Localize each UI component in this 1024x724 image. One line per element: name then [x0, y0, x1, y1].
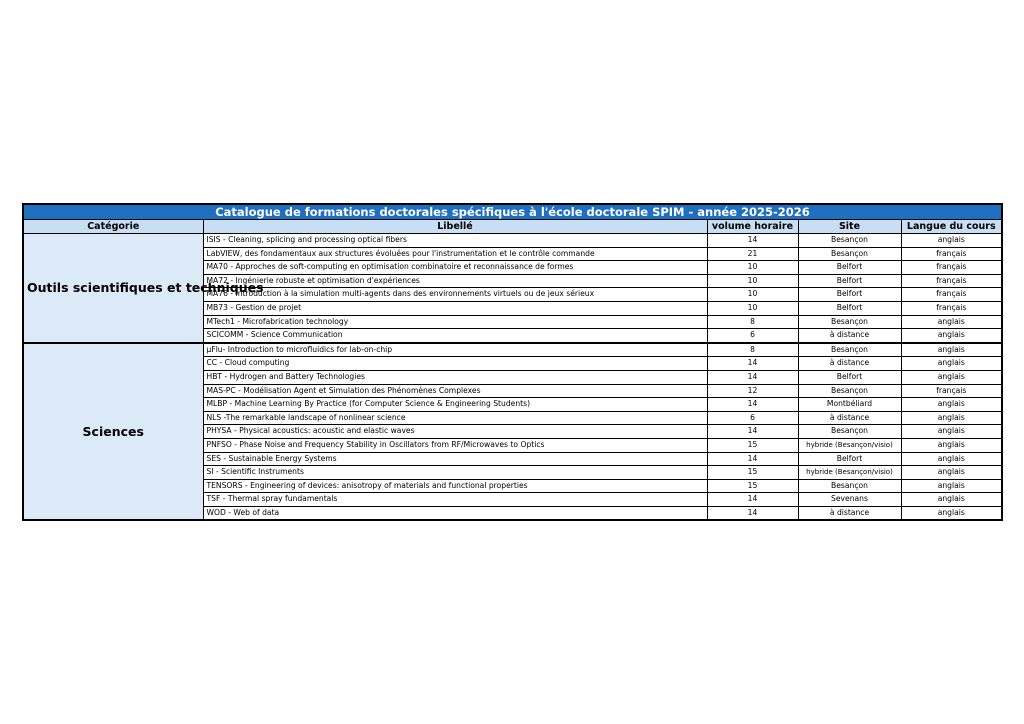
header-site: Site	[798, 220, 901, 234]
language-cell: français	[901, 261, 1002, 275]
language-cell: anglais	[901, 343, 1002, 357]
language-cell: anglais	[901, 411, 1002, 425]
volume-cell: 14	[707, 234, 798, 248]
language-cell: anglais	[901, 370, 1002, 384]
volume-cell: 10	[707, 301, 798, 315]
volume-cell: 21	[707, 247, 798, 261]
site-cell: hybride (Besançon/visio)	[798, 466, 901, 480]
table-body	[23, 234, 1002, 521]
site-cell: à distance	[798, 329, 901, 343]
header-row	[23, 220, 1002, 234]
language-cell: anglais	[901, 357, 1002, 371]
course-label-cell: MTech1 - Microfabrication technology	[203, 315, 707, 329]
language-cell: anglais	[901, 425, 1002, 439]
category-cell: Sciences	[23, 343, 203, 521]
header-volume: volume horaire	[707, 220, 798, 234]
course-label-cell: MLBP - Machine Learning By Practice (for Computer Science & Engineering Students)	[203, 398, 707, 412]
site-cell: à distance	[798, 411, 901, 425]
site-cell: Besançon	[798, 384, 901, 398]
volume-cell: 10	[707, 288, 798, 302]
site-cell: Besançon	[798, 343, 901, 357]
site-cell: Besançon	[798, 315, 901, 329]
volume-cell: 14	[707, 506, 798, 520]
site-cell: à distance	[798, 506, 901, 520]
course-label-cell: MB73 - Gestion de projet	[203, 301, 707, 315]
volume-cell: 15	[707, 479, 798, 493]
volume-cell: 12	[707, 384, 798, 398]
site-cell: Belfort	[798, 370, 901, 384]
site-cell: Belfort	[798, 274, 901, 288]
volume-cell: 14	[707, 398, 798, 412]
course-label-cell: TENSORS - Engineering of devices: anisotropy of materials and functional properties	[203, 479, 707, 493]
site-cell: Besançon	[798, 247, 901, 261]
volume-cell: 15	[707, 438, 798, 452]
language-cell: français	[901, 288, 1002, 302]
language-cell: français	[901, 384, 1002, 398]
course-label-cell: MA76 - Introduction à la simulation multi-agents dans des environnements virtuels ou de jeux sérieux	[203, 288, 707, 302]
volume-cell: 14	[707, 357, 798, 371]
course-label-cell: TSF - Thermal spray fundamentals	[203, 493, 707, 507]
course-label-cell: SI - Scientific Instruments	[203, 466, 707, 480]
catalogue-table	[22, 203, 1003, 521]
site-cell: Belfort	[798, 452, 901, 466]
table-row	[23, 343, 1002, 357]
category-cell: Outils scientifiques et techniques	[23, 234, 203, 343]
course-label-cell: LabVIEW, des fondamentaux aux structures évoluées pour l'instrumentation et le contrôle commande	[203, 247, 707, 261]
language-cell: anglais	[901, 315, 1002, 329]
course-label-cell: HBT - Hydrogen and Battery Technologies	[203, 370, 707, 384]
table-row	[23, 234, 1002, 248]
course-label-cell: WOD - Web of data	[203, 506, 707, 520]
language-cell: français	[901, 274, 1002, 288]
site-cell: Montbéliard	[798, 398, 901, 412]
volume-cell: 14	[707, 370, 798, 384]
course-label-cell: NLS -The remarkable landscape of nonlinear science	[203, 411, 707, 425]
site-cell: Besançon	[798, 479, 901, 493]
language-cell: anglais	[901, 452, 1002, 466]
language-cell: anglais	[901, 329, 1002, 343]
site-cell: Belfort	[798, 301, 901, 315]
header-label: Libellé	[203, 220, 707, 234]
language-cell: anglais	[901, 506, 1002, 520]
course-label-cell: MAS-PC - Modélisation Agent et Simulation des Phénomènes Complexes	[203, 384, 707, 398]
volume-cell: 10	[707, 274, 798, 288]
title-row	[23, 204, 1002, 220]
course-label-cell: MA72 - Ingénierie robuste et optimisation d'expériences	[203, 274, 707, 288]
site-cell: Belfort	[798, 288, 901, 302]
course-label-cell: PHYSA - Physical acoustics: acoustic and elastic waves	[203, 425, 707, 439]
table-title: Catalogue de formations doctorales spécifiques à l'école doctorale SPIM - année 2025-2026	[23, 204, 1002, 220]
catalogue-sheet	[22, 203, 1001, 521]
course-label-cell: ISIS - Cleaning, splicing and processing optical fibers	[203, 234, 707, 248]
volume-cell: 15	[707, 466, 798, 480]
volume-cell: 6	[707, 411, 798, 425]
language-cell: anglais	[901, 466, 1002, 480]
volume-cell: 8	[707, 315, 798, 329]
language-cell: français	[901, 247, 1002, 261]
course-label-cell: SES - Sustainable Energy Systems	[203, 452, 707, 466]
language-cell: anglais	[901, 398, 1002, 412]
header-language: Langue du cours	[901, 220, 1002, 234]
course-label-cell: µFlu- Introduction to microfluidics for lab-on-chip	[203, 343, 707, 357]
language-cell: anglais	[901, 493, 1002, 507]
header-category: Catégorie	[23, 220, 203, 234]
site-cell: hybride (Besançon/visio)	[798, 438, 901, 452]
volume-cell: 14	[707, 425, 798, 439]
site-cell: Sevenans	[798, 493, 901, 507]
language-cell: anglais	[901, 479, 1002, 493]
language-cell: français	[901, 301, 1002, 315]
volume-cell: 10	[707, 261, 798, 275]
site-cell: à distance	[798, 357, 901, 371]
language-cell: anglais	[901, 234, 1002, 248]
volume-cell: 8	[707, 343, 798, 357]
volume-cell: 14	[707, 493, 798, 507]
site-cell: Besançon	[798, 234, 901, 248]
course-label-cell: CC - Cloud computing	[203, 357, 707, 371]
site-cell: Belfort	[798, 261, 901, 275]
course-label-cell: PNFSO - Phase Noise and Frequency Stability in Oscillators from RF/Microwaves to Optics	[203, 438, 707, 452]
course-label-cell: SCICOMM - Science Communication	[203, 329, 707, 343]
volume-cell: 14	[707, 452, 798, 466]
language-cell: anglais	[901, 438, 1002, 452]
course-label-cell: MA70 - Approches de soft-computing en optimisation combinatoire et reconnaissance de formes	[203, 261, 707, 275]
volume-cell: 6	[707, 329, 798, 343]
site-cell: Besançon	[798, 425, 901, 439]
